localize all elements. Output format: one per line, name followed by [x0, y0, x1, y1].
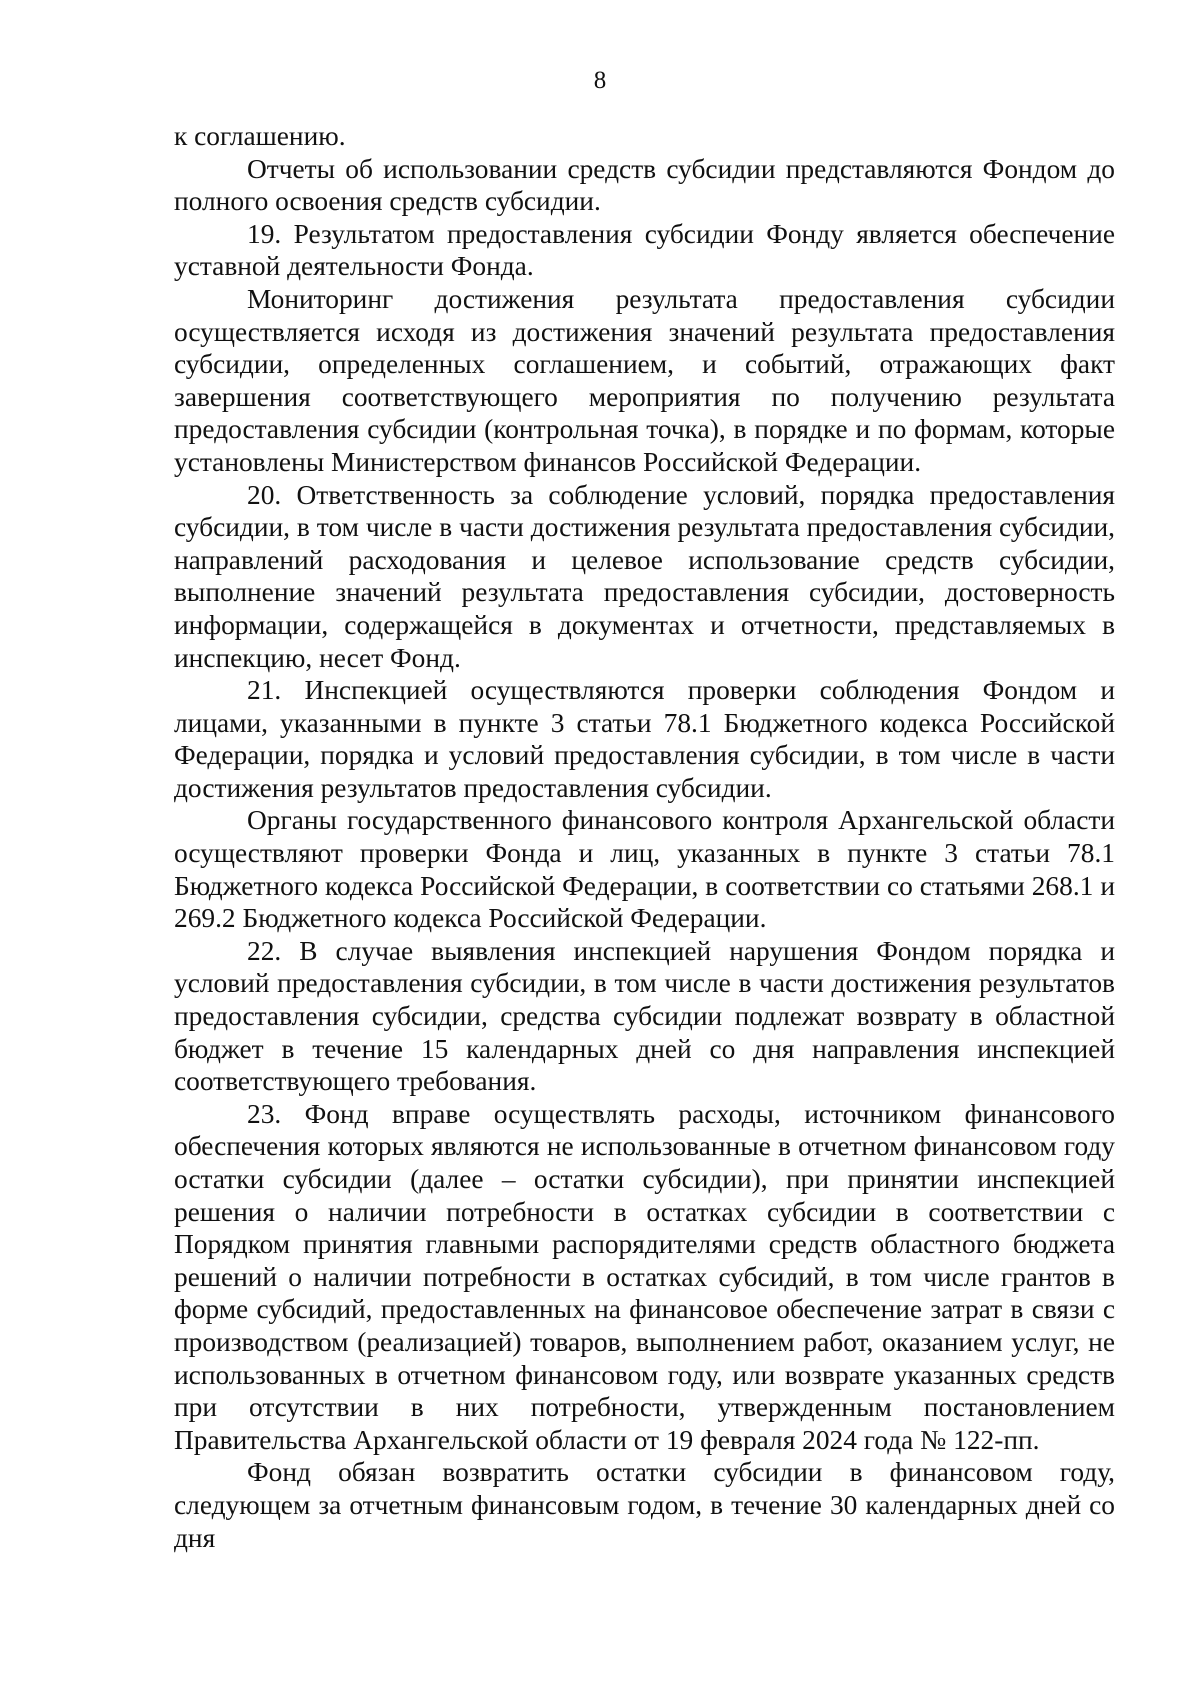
paragraph-continuation: к соглашению.: [174, 121, 346, 151]
paragraph-item-23: 23. Фонд вправе осуществлять расходы, источником финансового обеспечения которых являются не использованные в отчетном финансовом году остатки субсидии (далее – остатки субсидии), при принятии инспекцией решения о наличии потребности в остатках субсидии в соответствии с Порядком принятия главными распорядителями средств областного бюджета решений о наличии потребности в остатках субсидий, в том числе грантов в форме субсидий, предоставленных на финансовое обеспечение затрат в связи с производством (реализацией) товаров, выполнением работ, оказанием услуг, не использованных в отчетном финансовом году, или возврате указанных средств при отсутствии в них потребности, утвержденным постановлением Правительства Архангельской области от 19 февраля 2024 года № 122-пп.: [174, 1098, 1115, 1455]
paragraph-item-20: 20. Ответственность за соблюдение условий, порядка предоставления субсидии, в том числе в части достижения результата предоставления субсидии, направлений расходования и целевое использование средств субсидии, выполнение значений результата предоставления субсидии, достоверность информации, содержащейся в документах и отчетности, представляемых в инспекцию, несет Фонд.: [174, 479, 1115, 673]
page-number: 8: [593, 67, 607, 94]
document-body: [174, 120, 1115, 1554]
paragraph-monitoring: Мониторинг достижения результата предоставления субсидии осуществляется исходя из достижения значений результата предоставления субсидии, определенных соглашением, и событий, отражающих факт завершения соответствующего мероприятия по получению результата предоставления субсидии (контрольная точка), в порядке и по формам, которые установлены Министерством финансов Российской Федерации.: [174, 283, 1115, 477]
paragraph-item-19: 19. Результатом предоставления субсидии Фонду является обеспечение уставной деятельности Фонда.: [174, 218, 1115, 282]
paragraph-item-22: 22. В случае выявления инспекцией нарушения Фондом порядка и условий предоставления субсидии, в том числе в части достижения результатов предоставления субсидии, средства субсидии подлежат возврату в областной бюджет в течение 15 календарных дней со дня направления инспекцией соответствующего требования.: [174, 935, 1115, 1097]
paragraph-return-obligation: Фонд обязан возвратить остатки субсидии в финансовом году, следующем за отчетным финансовым годом, в течение 30 календарных дней со дня: [174, 1457, 1115, 1553]
paragraph-control-bodies: Органы государственного финансового контроля Архангельской области осуществляют проверки Фонда и лиц, указанных в пункте 3 статьи 78.1 Бюджетного кодекса Российской Федерации, в соответствии со статьями 268.1 и 269.2 Бюджетного кодекса Российской Федерации.: [174, 805, 1115, 934]
paragraph-item-21: 21. Инспекцией осуществляются проверки соблюдения Фондом и лицами, указанными в пункте 3 статьи 78.1 Бюджетного кодекса Российской Федерации, порядка и условий предоставления субсидии, в том числе в части достижения результатов предоставления субсидии.: [174, 675, 1115, 803]
paragraph-reports: Отчеты об использовании средств субсидии представляются Фондом до полного освоения средств субсидии.: [174, 153, 1115, 217]
